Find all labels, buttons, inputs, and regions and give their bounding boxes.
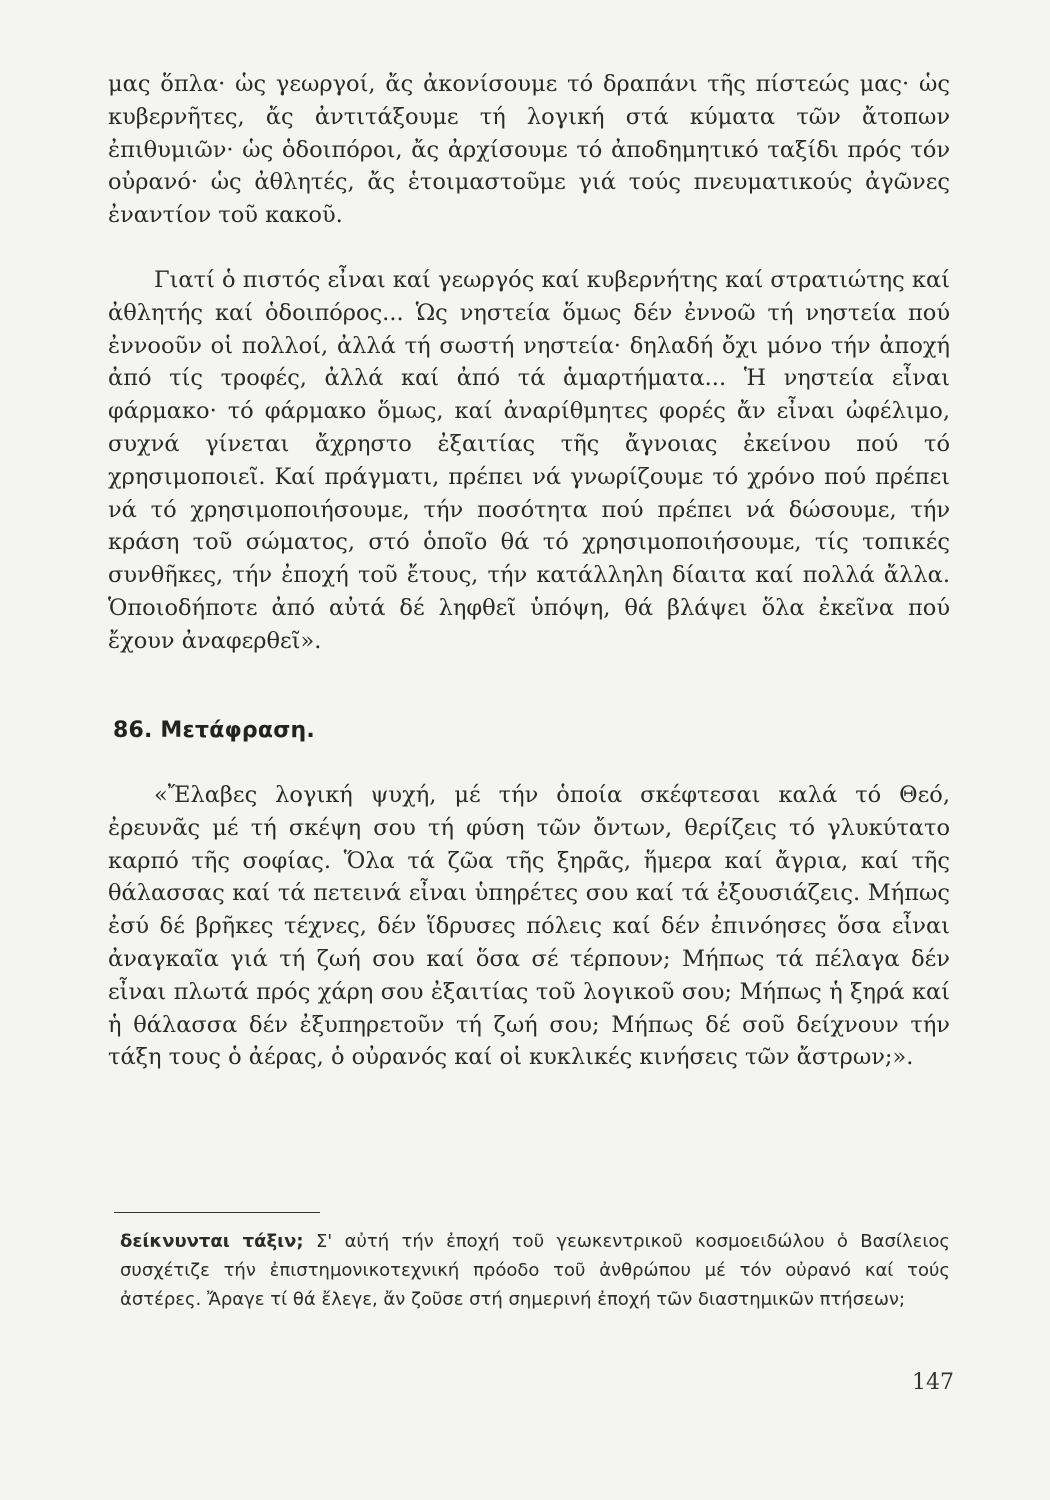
footnote-term: δείκνυνται τάξιν; xyxy=(120,1231,304,1252)
section-heading-translation: 86. Μετάφραση. xyxy=(113,718,315,743)
footnote xyxy=(120,1227,950,1314)
page-number: 147 xyxy=(912,1370,954,1395)
paragraph-fasting-medicine: Γιατί ὁ πιστός εἶναι καί γεωργός καί κυβερνήτης καί στρατιώτης καί ἀθλητής καί ὁδοιπόρος... Ὡς νηστεία ὅμως δέν ἐννοῶ τή νηστεία πού ἐννοοῦν οἱ πολλοί, ἀλλά τή σωστή νηστεία· δηλαδή ὄχι μόνο τήν ἀποχή ἀπό τίς τροφές, ἀλλά καί ἀπό τά ἁμαρτήματα... Ἡ νηστεία εἶναι φάρμακο· τό φάρμακο ὅμως, καί ἀναρίθμητες φορές ἄν εἶναι ὠφέλιμο, συχνά γίνεται ἄχρηστο ἐξαιτίας τῆς ἄγνοιας ἐκείνου πού τό χρησιμοποιεῖ. Καί πράγματι, πρέπει νά γνωρίζουμε τό χρόνο πού πρέπει νά τό χρησιμοποιήσουμε, τήν ποσότητα πού πρέπει νά δώσουμε, τήν κράση τοῦ σώματος, στό ὁποῖο θά τό χρησιμοποιήσουμε, τίς τοπικές συνθῆκες, τήν ἐποχή τοῦ ἔτους, τήν κατάλληλη δίαιτα καί πολλά ἄλλα. Ὁποιοδήποτε ἀπό αὐτά δέ ληφθεῖ ὑπόψη, θά βλάψει ὅλα ἐκεῖνα πού ἔχουν ἀναφερθεῖ». xyxy=(108,267,950,654)
footnote-text: Σ' αὐτή τήν ἐποχή τοῦ γεωκεντρικοῦ κοσμοειδώλου ὁ Βασίλειος συσχέτιζε τήν ἐπιστημονικοτεχνική πρόοδο τοῦ ἀνθρώπου μέ τόν οὐρανό καί τούς ἀστέρες. Ἄραγε τί θά ἔλεγε, ἄν ζοῦσε στή σημερινή ἐποχή τῶν διαστημικῶν πτήσεων; xyxy=(120,1231,950,1310)
footnote-divider xyxy=(114,1212,320,1213)
paragraph-fasting-weapons: μας ὅπλα· ὡς γεωργοί, ἄς ἀκονίσουμε τό δραπάνι τῆς πίστεώς μας· ὡς κυβερνῆτες, ἄς ἀντιτάξουμε τή λογική στά κύματα τῶν ἄτοπων ἐπιθυμιῶν· ὡς ὁδοιπόροι, ἄς ἀρχίσουμε τό ἀποδημητικό ταξίδι πρός τόν οὐρανό· ὡς ἀθλητές, ἄς ἑτοιμαστοῦμε γιά τούς πνευματικούς ἀγῶνες ἐναντίον τοῦ κακοῦ. xyxy=(108,71,950,229)
paragraph-rational-soul: «Ἔλαβες λογική ψυχή, μέ τήν ὁποία σκέφτεσαι καλά τό Θεό, ἐρευνᾶς μέ τή σκέψη σου τή φύση τῶν ὄντων, θερίζεις τό γλυκύτατο καρπό τῆς σοφίας. Ὅλα τά ζῶα τῆς ξηρᾶς, ἥμερα καί ἄγρια, καί τῆς θάλασσας καί τά πετεινά εἶναι ὑπηρέτες σου καί τά ἐξουσιάζεις. Μήπως ἐσύ δέ βρῆκες τέχνες, δέν ἵδρυσες πόλεις καί δέν ἐπινόησες ὅσα εἶναι ἀναγκαῖα γιά τή ζωή σου καί ὅσα σέ τέρπουν; Μήπως τά πέλαγα δέν εἶναι πλωτά πρός χάρη σου ἐξαιτίας τοῦ λογικοῦ σου; Μήπως ἡ ξηρά καί ἡ θάλασσα δέν ἐξυπηρετοῦν τή ζωή σου; Μήπως δέ σοῦ δείχνουν τήν τάξη τους ὁ ἀέρας, ὁ οὐρανός καί οἱ κυκλικές κινήσεις τῶν ἄστρων;». xyxy=(108,782,950,1071)
